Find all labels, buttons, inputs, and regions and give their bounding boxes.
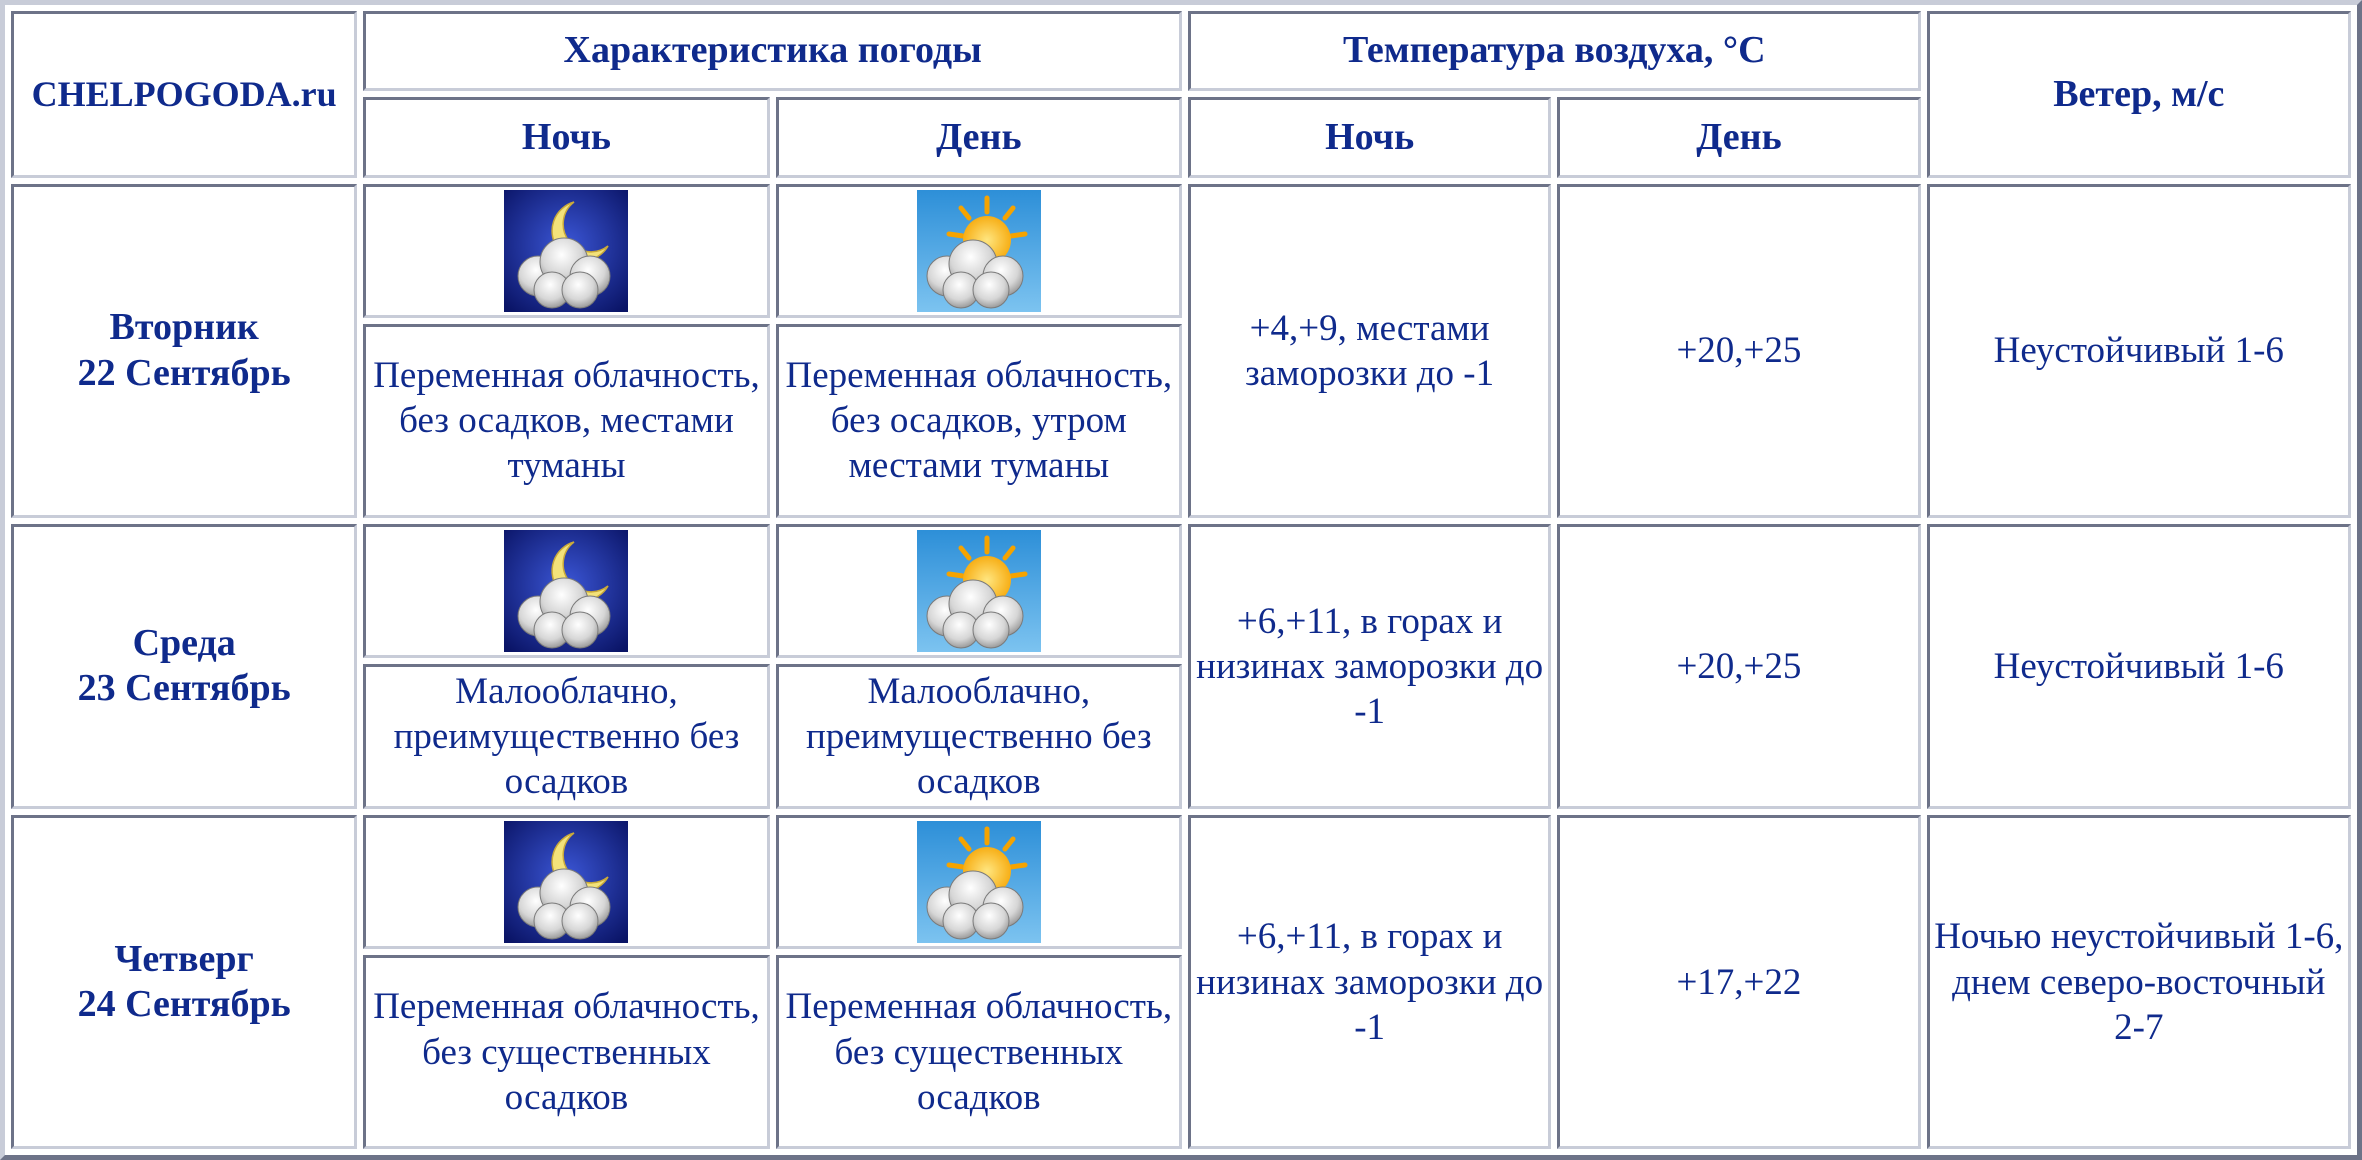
day-label (11, 815, 357, 1149)
temp-night: +4,+9, местами заморозки до -1 (1188, 184, 1551, 518)
temp-day: +17,+22 (1557, 815, 1920, 1149)
date: 24 Сентябрь (77, 983, 291, 1026)
day-label (11, 184, 357, 518)
wind: Неустойчивый 1-6 (1927, 524, 2351, 810)
weather-day-header: День (776, 97, 1182, 177)
weather-header: Характеристика погоды (363, 11, 1182, 91)
weather-night-header: Ночь (363, 97, 769, 177)
date: 23 Сентябрь (77, 667, 291, 710)
night-icon-cell (363, 815, 769, 949)
night-description: Малооблачно, преимущественно без осадков (363, 664, 769, 810)
temp-day: +20,+25 (1557, 524, 1920, 810)
sun-clouds-icon (917, 821, 1041, 943)
night-icon-cell (363, 524, 769, 658)
sun-clouds-icon (917, 530, 1041, 652)
temp-night: +6,+11, в горах и низинах заморозки до -1 (1188, 815, 1551, 1149)
day-description: Переменная облачность, без существенных осадков (776, 955, 1182, 1149)
sun-clouds-icon (917, 190, 1041, 312)
wind: Ночью неустойчивый 1-6, днем северо-восточный 2-7 (1927, 815, 2351, 1149)
temp-day-header: День (1557, 97, 1920, 177)
night-description: Переменная облачность, без существенных осадков (363, 955, 769, 1149)
moon-clouds-icon (504, 821, 628, 943)
wind: Неустойчивый 1-6 (1927, 184, 2351, 518)
day-description: Переменная облачность, без осадков, утром местами туманы (776, 324, 1182, 518)
night-icon-cell (363, 184, 769, 318)
moon-clouds-icon (504, 190, 628, 312)
day-icon-cell (776, 184, 1182, 318)
weekday: Четверг (114, 937, 254, 980)
temperature-header: Температура воздуха, °С (1188, 11, 1921, 91)
day-label (11, 524, 357, 810)
weekday: Вторник (109, 306, 259, 349)
night-description: Переменная облачность, без осадков, местами туманы (363, 324, 769, 518)
day-description: Малооблачно, преимущественно без осадков (776, 664, 1182, 810)
day-icon-cell (776, 524, 1182, 658)
wind-header: Ветер, м/с (1927, 11, 2351, 178)
temp-night-header: Ночь (1188, 97, 1551, 177)
date: 22 Сентябрь (77, 351, 291, 394)
weekday: Среда (132, 621, 236, 664)
site-name: CHELPOGODA.ru (11, 11, 357, 178)
temp-day: +20,+25 (1557, 184, 1920, 518)
day-icon-cell (776, 815, 1182, 949)
temp-night: +6,+11, в горах и низинах заморозки до -1 (1188, 524, 1551, 810)
moon-clouds-icon (504, 530, 628, 652)
